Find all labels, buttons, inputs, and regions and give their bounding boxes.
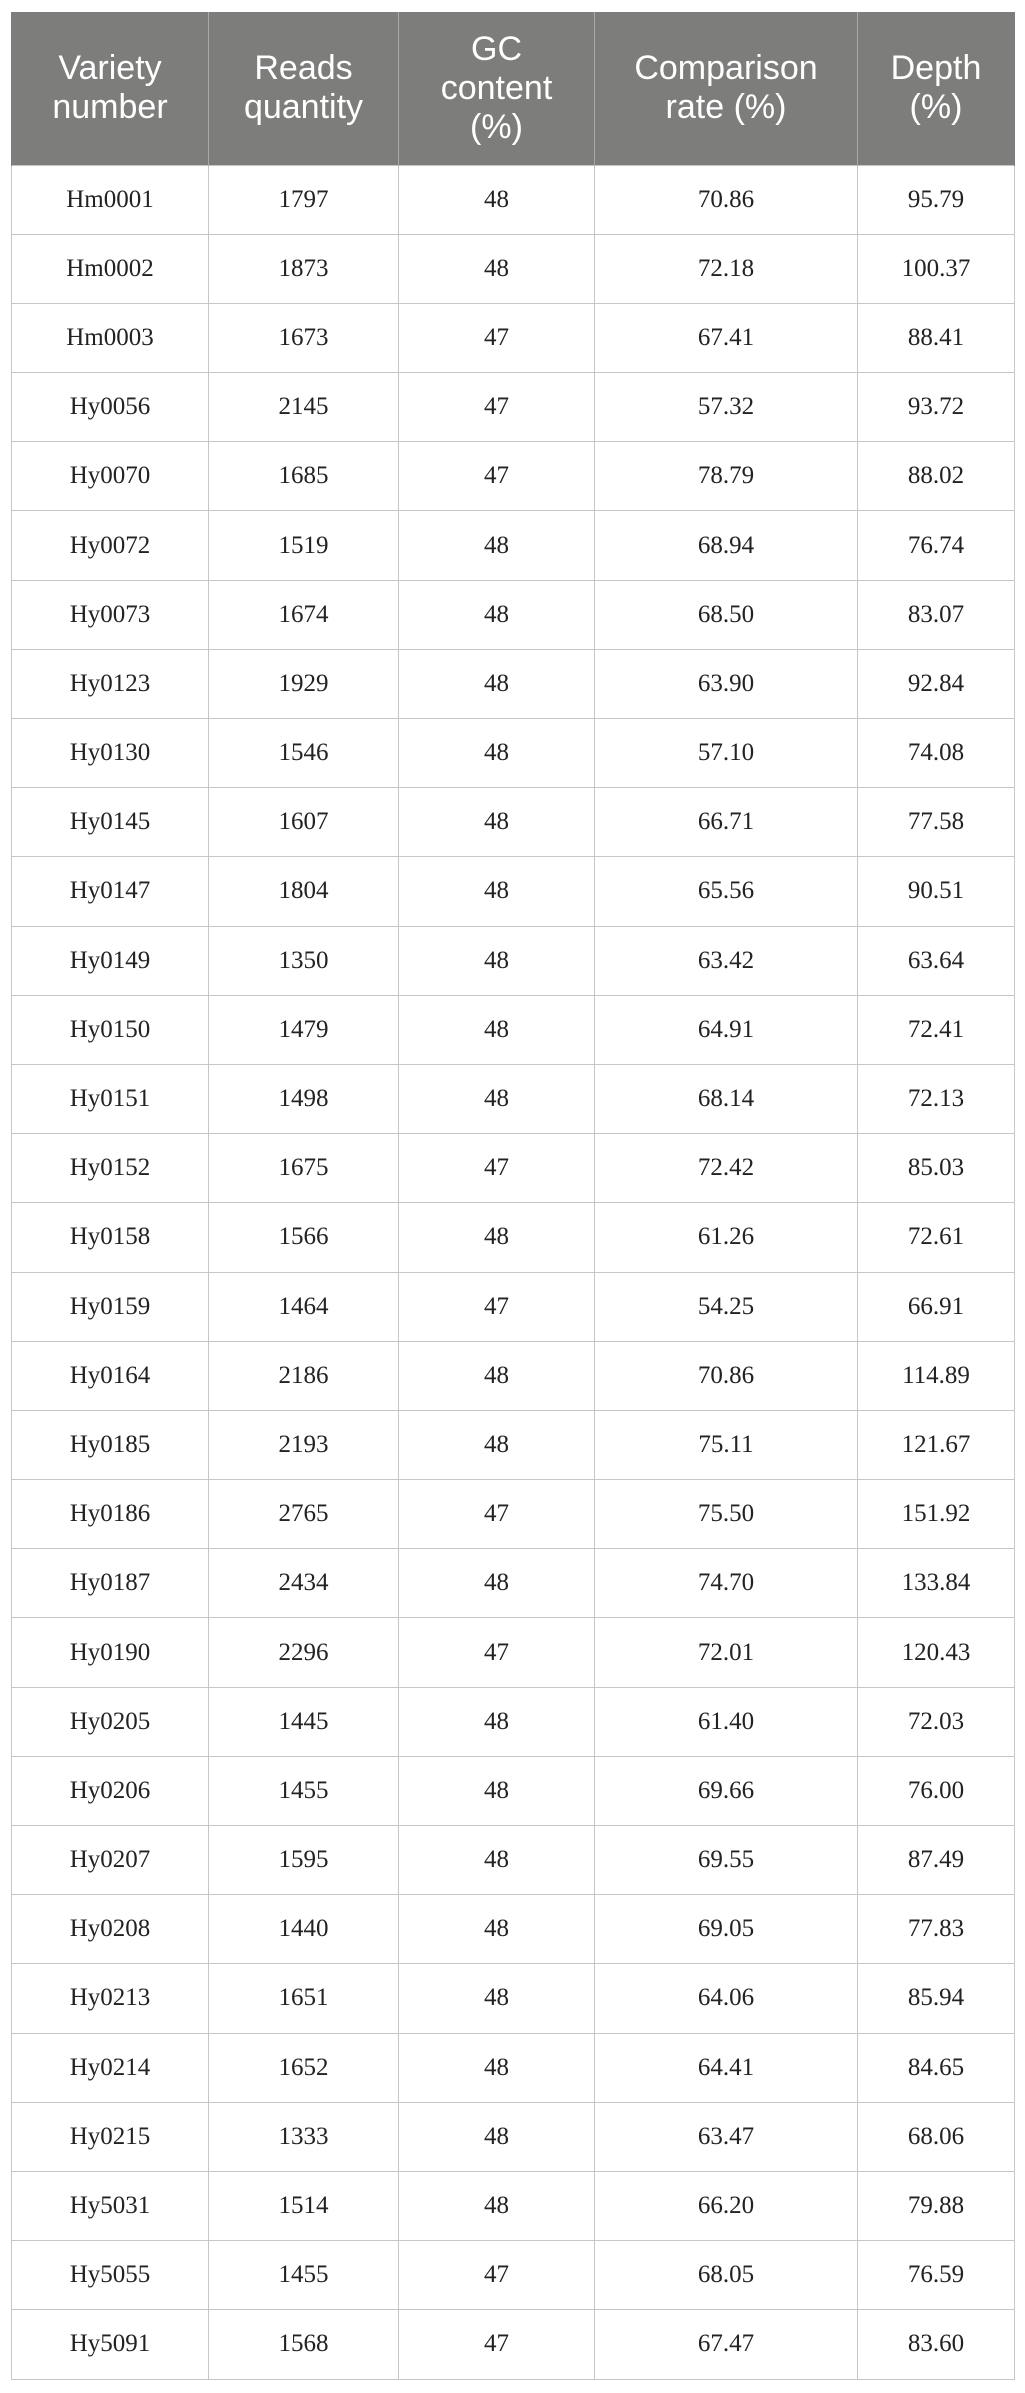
cell-depth: 72.61 <box>858 1203 1015 1272</box>
cell-gc-content: 48 <box>399 1895 595 1964</box>
cell-variety-number: Hy0149 <box>12 926 209 995</box>
cell-variety-number: Hy0215 <box>12 2102 209 2171</box>
cell-gc-content: 48 <box>399 1341 595 1410</box>
cell-gc-content: 48 <box>399 580 595 649</box>
cell-comparison-rate: 75.50 <box>595 1480 858 1549</box>
cell-variety-number: Hy0056 <box>12 373 209 442</box>
cell-gc-content: 48 <box>399 926 595 995</box>
cell-variety-number: Hy0070 <box>12 442 209 511</box>
cell-comparison-rate: 69.66 <box>595 1756 858 1825</box>
cell-comparison-rate: 67.41 <box>595 303 858 372</box>
cell-comparison-rate: 64.06 <box>595 1964 858 2033</box>
cell-gc-content: 48 <box>399 1826 595 1895</box>
cell-reads-quantity: 1652 <box>209 2033 399 2102</box>
cell-reads-quantity: 1455 <box>209 1756 399 1825</box>
table-row <box>12 857 1015 926</box>
cell-variety-number: Hm0001 <box>12 165 209 234</box>
cell-depth: 121.67 <box>858 1410 1015 1479</box>
cell-depth: 88.02 <box>858 442 1015 511</box>
table-row <box>12 511 1015 580</box>
cell-reads-quantity: 1519 <box>209 511 399 580</box>
cell-depth: 83.07 <box>858 580 1015 649</box>
cell-depth: 74.08 <box>858 719 1015 788</box>
cell-comparison-rate: 61.40 <box>595 1687 858 1756</box>
cell-reads-quantity: 2186 <box>209 1341 399 1410</box>
cell-variety-number: Hm0003 <box>12 303 209 372</box>
table-row <box>12 2171 1015 2240</box>
table-row <box>12 1964 1015 2033</box>
table-row <box>12 1064 1015 1133</box>
cell-reads-quantity: 1566 <box>209 1203 399 1272</box>
cell-variety-number: Hy0072 <box>12 511 209 580</box>
cell-gc-content: 47 <box>399 1134 595 1203</box>
cell-gc-content: 47 <box>399 1272 595 1341</box>
cell-gc-content: 48 <box>399 511 595 580</box>
cell-reads-quantity: 1595 <box>209 1826 399 1895</box>
header-line: Depth <box>890 49 982 88</box>
table-row <box>12 442 1015 511</box>
cell-comparison-rate: 54.25 <box>595 1272 858 1341</box>
cell-depth: 63.64 <box>858 926 1015 995</box>
header-variety-number <box>12 12 209 165</box>
cell-variety-number: Hy0208 <box>12 1895 209 1964</box>
cell-reads-quantity: 1685 <box>209 442 399 511</box>
cell-variety-number: Hy0213 <box>12 1964 209 2033</box>
table-row <box>12 1341 1015 1410</box>
cell-gc-content: 47 <box>399 442 595 511</box>
table-row <box>12 1480 1015 1549</box>
cell-depth: 90.51 <box>858 857 1015 926</box>
cell-depth: 77.58 <box>858 788 1015 857</box>
table-row <box>12 580 1015 649</box>
cell-variety-number: Hy5055 <box>12 2241 209 2310</box>
cell-variety-number: Hy0207 <box>12 1826 209 1895</box>
table-row <box>12 1134 1015 1203</box>
cell-comparison-rate: 72.01 <box>595 1618 858 1687</box>
cell-reads-quantity: 1350 <box>209 926 399 995</box>
cell-depth: 66.91 <box>858 1272 1015 1341</box>
table-row <box>12 1203 1015 1272</box>
cell-depth: 85.94 <box>858 1964 1015 2033</box>
cell-depth: 93.72 <box>858 373 1015 442</box>
header-line: quantity <box>243 88 364 127</box>
cell-depth: 83.60 <box>858 2310 1015 2379</box>
header-line: (%) <box>909 88 963 127</box>
cell-depth: 100.37 <box>858 234 1015 303</box>
header-comparison-rate <box>595 12 858 165</box>
cell-variety-number: Hy0145 <box>12 788 209 857</box>
header-line: (%) <box>470 107 523 146</box>
cell-reads-quantity: 1607 <box>209 788 399 857</box>
cell-reads-quantity: 1333 <box>209 2102 399 2171</box>
table-row <box>12 234 1015 303</box>
cell-reads-quantity: 2765 <box>209 1480 399 1549</box>
cell-depth: 77.83 <box>858 1895 1015 1964</box>
cell-reads-quantity: 1479 <box>209 995 399 1064</box>
header-line: number <box>52 88 168 127</box>
cell-gc-content: 47 <box>399 1480 595 1549</box>
cell-gc-content: 48 <box>399 2171 595 2240</box>
cell-comparison-rate: 69.05 <box>595 1895 858 1964</box>
cell-gc-content: 48 <box>399 2033 595 2102</box>
table-row <box>12 1826 1015 1895</box>
cell-gc-content: 48 <box>399 1203 595 1272</box>
cell-comparison-rate: 68.14 <box>595 1064 858 1133</box>
header-reads-quantity <box>209 12 399 165</box>
table-row <box>12 926 1015 995</box>
cell-depth: 68.06 <box>858 2102 1015 2171</box>
cell-reads-quantity: 2434 <box>209 1549 399 1618</box>
cell-variety-number: Hy0150 <box>12 995 209 1064</box>
data-table-container <box>11 12 1014 2380</box>
cell-comparison-rate: 68.05 <box>595 2241 858 2310</box>
cell-depth: 151.92 <box>858 1480 1015 1549</box>
cell-gc-content: 48 <box>399 788 595 857</box>
cell-comparison-rate: 63.47 <box>595 2102 858 2171</box>
cell-reads-quantity: 1445 <box>209 1687 399 1756</box>
cell-depth: 72.13 <box>858 1064 1015 1133</box>
cell-variety-number: Hy0187 <box>12 1549 209 1618</box>
cell-reads-quantity: 2193 <box>209 1410 399 1479</box>
header-row <box>12 12 1015 165</box>
header-gc-content <box>399 12 595 165</box>
cell-variety-number: Hy0205 <box>12 1687 209 1756</box>
cell-gc-content: 47 <box>399 303 595 372</box>
cell-reads-quantity: 1651 <box>209 1964 399 2033</box>
cell-comparison-rate: 66.71 <box>595 788 858 857</box>
cell-gc-content: 47 <box>399 1618 595 1687</box>
header-line: Variety <box>58 49 162 88</box>
cell-comparison-rate: 68.94 <box>595 511 858 580</box>
cell-depth: 85.03 <box>858 1134 1015 1203</box>
cell-gc-content: 48 <box>399 649 595 718</box>
cell-reads-quantity: 1455 <box>209 2241 399 2310</box>
cell-comparison-rate: 70.86 <box>595 1341 858 1410</box>
cell-comparison-rate: 75.11 <box>595 1410 858 1479</box>
table-row <box>12 2033 1015 2102</box>
cell-depth: 72.03 <box>858 1687 1015 1756</box>
cell-variety-number: Hy0164 <box>12 1341 209 1410</box>
table-row <box>12 1618 1015 1687</box>
cell-variety-number: Hy0159 <box>12 1272 209 1341</box>
cell-variety-number: Hy0190 <box>12 1618 209 1687</box>
cell-comparison-rate: 72.42 <box>595 1134 858 1203</box>
cell-variety-number: Hy0214 <box>12 2033 209 2102</box>
cell-reads-quantity: 1546 <box>209 719 399 788</box>
table-row <box>12 373 1015 442</box>
header-line: rate (%) <box>665 88 787 127</box>
cell-comparison-rate: 67.47 <box>595 2310 858 2379</box>
cell-depth: 92.84 <box>858 649 1015 718</box>
cell-reads-quantity: 1674 <box>209 580 399 649</box>
table-row <box>12 788 1015 857</box>
table-row <box>12 1756 1015 1825</box>
header-line: Reads <box>254 49 353 88</box>
cell-variety-number: Hy0073 <box>12 580 209 649</box>
cell-reads-quantity: 2296 <box>209 1618 399 1687</box>
cell-comparison-rate: 78.79 <box>595 442 858 511</box>
cell-depth: 76.59 <box>858 2241 1015 2310</box>
cell-depth: 72.41 <box>858 995 1015 1064</box>
cell-variety-number: Hy0147 <box>12 857 209 926</box>
cell-reads-quantity: 1514 <box>209 2171 399 2240</box>
table-row <box>12 1895 1015 1964</box>
cell-reads-quantity: 2145 <box>209 373 399 442</box>
cell-depth: 114.89 <box>858 1341 1015 1410</box>
cell-gc-content: 48 <box>399 2102 595 2171</box>
header-depth <box>858 12 1015 165</box>
header-line: Comparison <box>634 49 818 88</box>
sequencing-results-table <box>11 12 1015 2380</box>
cell-gc-content: 48 <box>399 1756 595 1825</box>
cell-variety-number: Hy5031 <box>12 2171 209 2240</box>
cell-gc-content: 48 <box>399 1964 595 2033</box>
cell-gc-content: 48 <box>399 719 595 788</box>
cell-reads-quantity: 1568 <box>209 2310 399 2379</box>
cell-comparison-rate: 64.91 <box>595 995 858 1064</box>
cell-reads-quantity: 1797 <box>209 165 399 234</box>
cell-gc-content: 48 <box>399 995 595 1064</box>
cell-comparison-rate: 61.26 <box>595 1203 858 1272</box>
cell-reads-quantity: 1464 <box>209 1272 399 1341</box>
cell-variety-number: Hy0158 <box>12 1203 209 1272</box>
table-header <box>12 12 1015 165</box>
cell-depth: 84.65 <box>858 2033 1015 2102</box>
cell-reads-quantity: 1440 <box>209 1895 399 1964</box>
cell-gc-content: 48 <box>399 1687 595 1756</box>
cell-reads-quantity: 1929 <box>209 649 399 718</box>
cell-depth: 88.41 <box>858 303 1015 372</box>
header-line: content <box>440 68 553 107</box>
cell-depth: 87.49 <box>858 1826 1015 1895</box>
table-row <box>12 1410 1015 1479</box>
cell-depth: 76.74 <box>858 511 1015 580</box>
table-row <box>12 2310 1015 2379</box>
cell-variety-number: Hy0206 <box>12 1756 209 1825</box>
cell-depth: 133.84 <box>858 1549 1015 1618</box>
cell-depth: 79.88 <box>858 2171 1015 2240</box>
cell-comparison-rate: 64.41 <box>595 2033 858 2102</box>
cell-variety-number: Hy0151 <box>12 1064 209 1133</box>
cell-comparison-rate: 68.50 <box>595 580 858 649</box>
cell-gc-content: 48 <box>399 1064 595 1133</box>
table-row <box>12 995 1015 1064</box>
table-row <box>12 649 1015 718</box>
cell-gc-content: 48 <box>399 1410 595 1479</box>
cell-variety-number: Hy0185 <box>12 1410 209 1479</box>
cell-variety-number: Hy0152 <box>12 1134 209 1203</box>
cell-gc-content: 47 <box>399 373 595 442</box>
cell-gc-content: 48 <box>399 1549 595 1618</box>
table-row <box>12 2241 1015 2310</box>
cell-reads-quantity: 1675 <box>209 1134 399 1203</box>
table-row <box>12 719 1015 788</box>
table-body <box>12 165 1015 2379</box>
table-row <box>12 303 1015 372</box>
cell-variety-number: Hy5091 <box>12 2310 209 2379</box>
cell-comparison-rate: 65.56 <box>595 857 858 926</box>
table-row <box>12 1272 1015 1341</box>
cell-variety-number: Hy0186 <box>12 1480 209 1549</box>
table-row <box>12 1687 1015 1756</box>
cell-gc-content: 48 <box>399 234 595 303</box>
cell-comparison-rate: 63.42 <box>595 926 858 995</box>
cell-depth: 76.00 <box>858 1756 1015 1825</box>
cell-comparison-rate: 57.10 <box>595 719 858 788</box>
cell-variety-number: Hm0002 <box>12 234 209 303</box>
cell-comparison-rate: 74.70 <box>595 1549 858 1618</box>
cell-comparison-rate: 57.32 <box>595 373 858 442</box>
cell-reads-quantity: 1804 <box>209 857 399 926</box>
cell-comparison-rate: 69.55 <box>595 1826 858 1895</box>
cell-variety-number: Hy0130 <box>12 719 209 788</box>
table-row <box>12 165 1015 234</box>
cell-variety-number: Hy0123 <box>12 649 209 718</box>
cell-gc-content: 48 <box>399 165 595 234</box>
table-row <box>12 2102 1015 2171</box>
cell-gc-content: 47 <box>399 2310 595 2379</box>
cell-comparison-rate: 72.18 <box>595 234 858 303</box>
cell-reads-quantity: 1498 <box>209 1064 399 1133</box>
cell-reads-quantity: 1673 <box>209 303 399 372</box>
cell-gc-content: 48 <box>399 857 595 926</box>
table-row <box>12 1549 1015 1618</box>
cell-comparison-rate: 70.86 <box>595 165 858 234</box>
cell-gc-content: 47 <box>399 2241 595 2310</box>
cell-reads-quantity: 1873 <box>209 234 399 303</box>
cell-depth: 95.79 <box>858 165 1015 234</box>
cell-comparison-rate: 66.20 <box>595 2171 858 2240</box>
header-line: GC <box>471 29 522 68</box>
cell-depth: 120.43 <box>858 1618 1015 1687</box>
cell-comparison-rate: 63.90 <box>595 649 858 718</box>
